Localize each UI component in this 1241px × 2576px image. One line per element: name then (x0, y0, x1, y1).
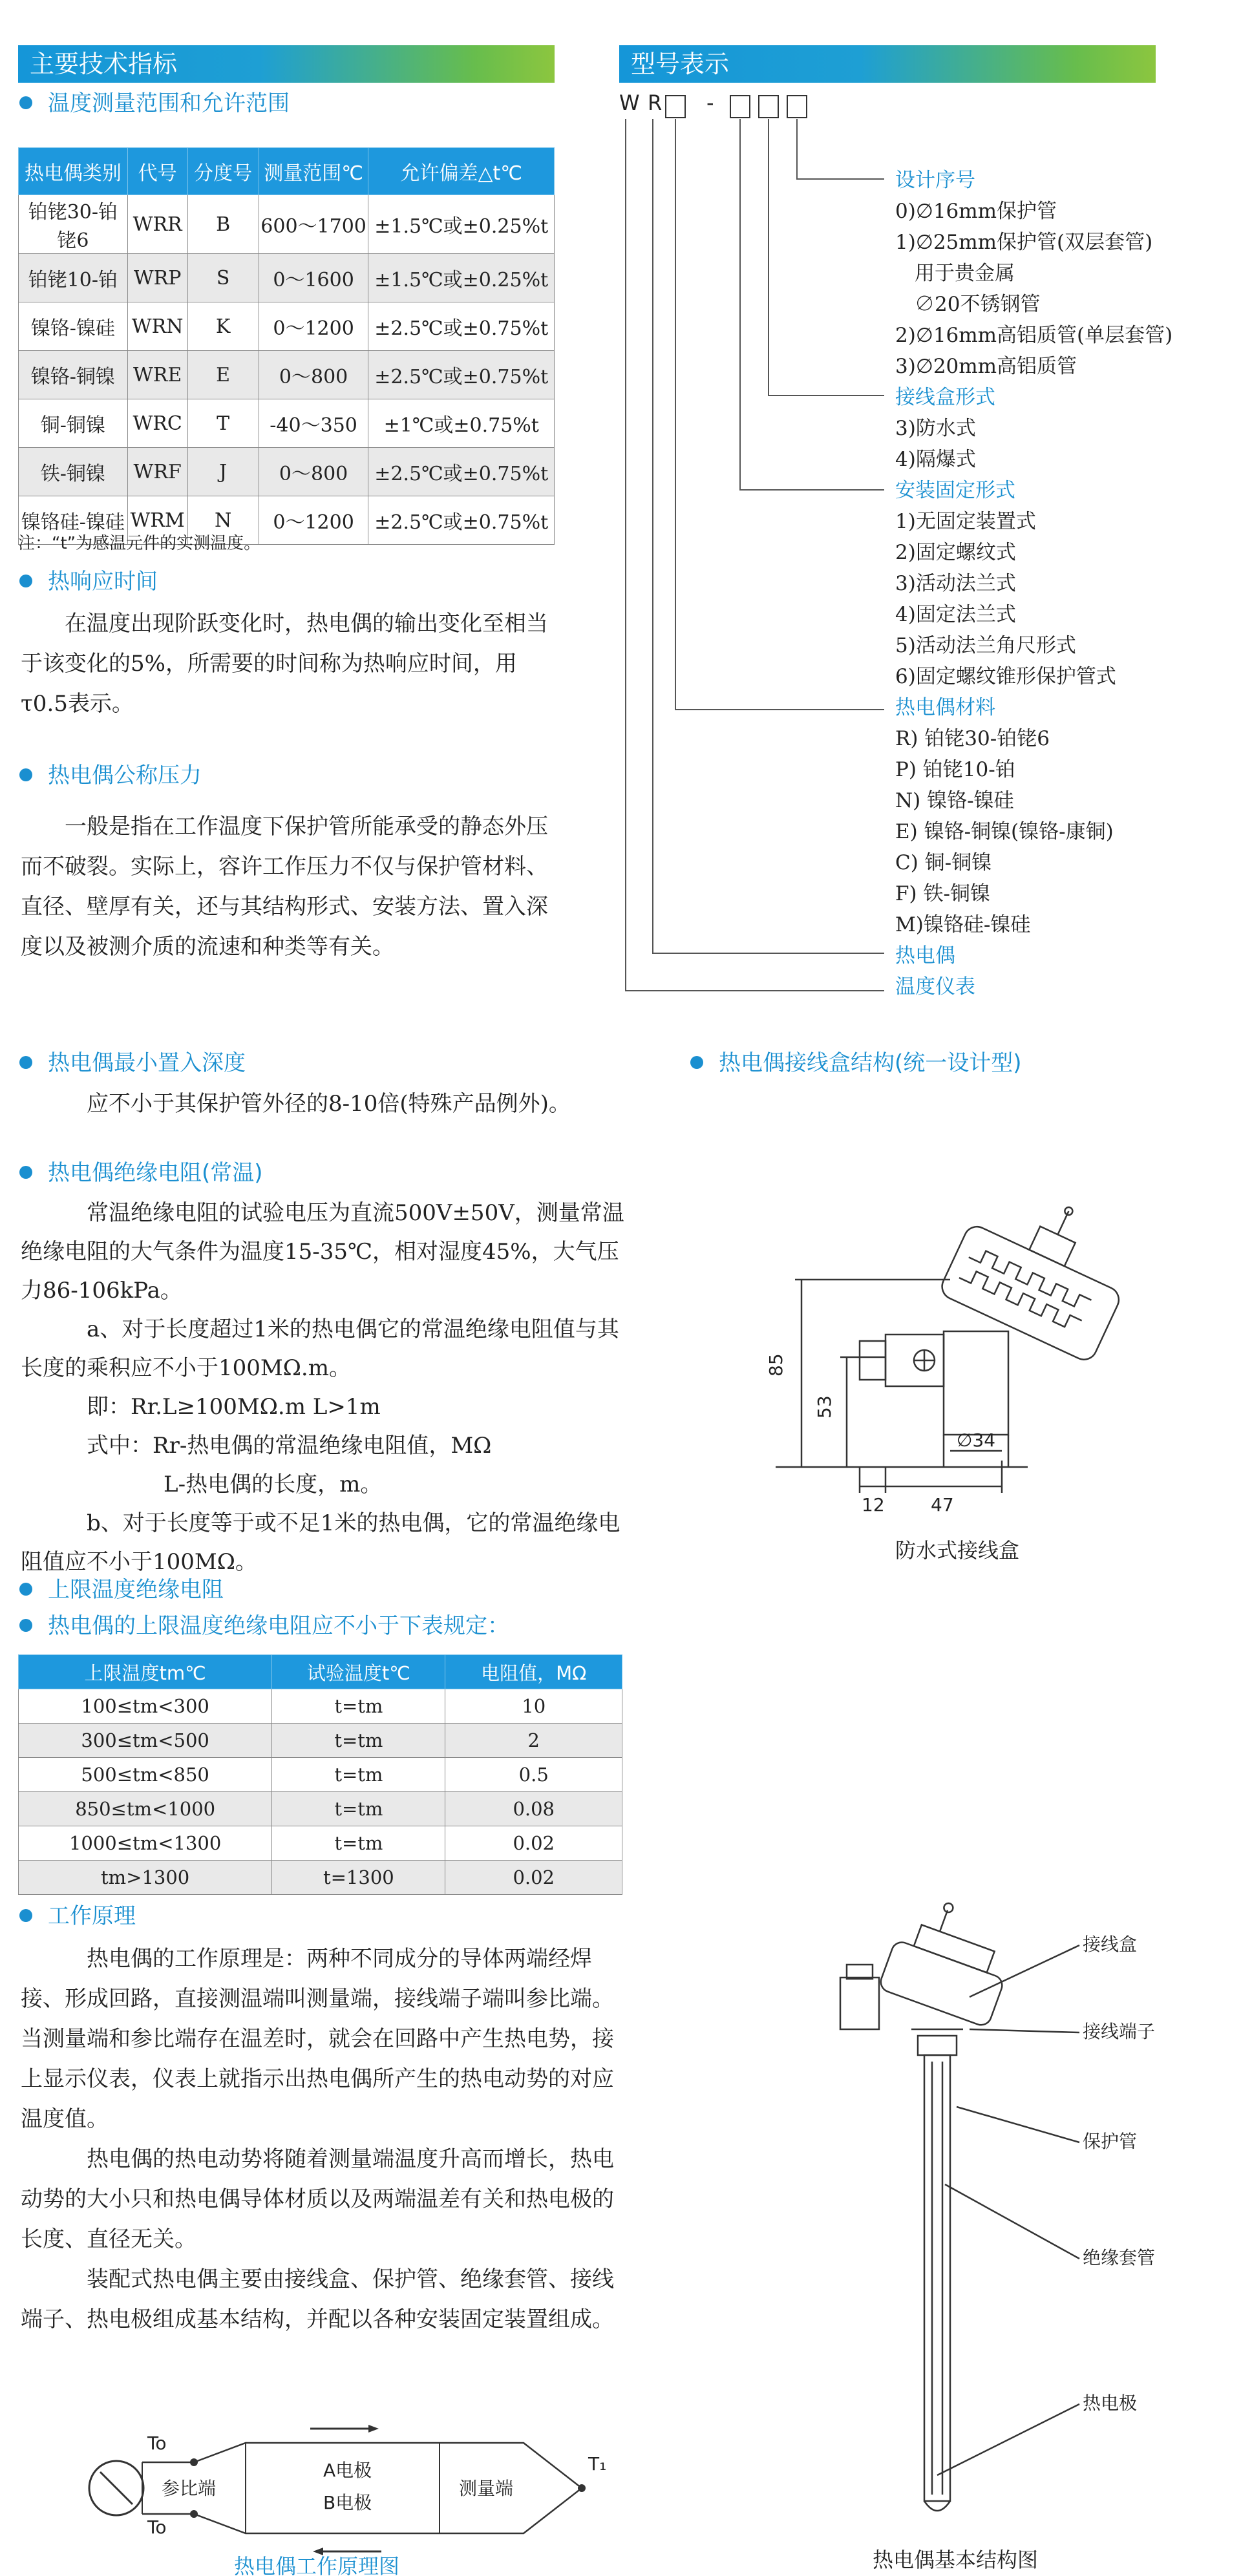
model-box-1 (666, 96, 685, 118)
table-cell: 300≤tm<500 (19, 1724, 272, 1758)
temp-range-title: 温度测量范围和允许范围 (19, 90, 290, 116)
bullet-icon (19, 1056, 32, 1069)
code-group-item: 0)∅16mm保护管 (895, 200, 1057, 223)
dim-12: 12 (862, 1494, 885, 1515)
insulation-text: 常温绝缘电阻的试验电压为直流500V±50V，测量常温绝缘电阻的大气条件为温度15-35℃，相对湿度45%，大气压力86-106kPa。 a、对于长度超过1米的热电偶它的常温绝缘电阻值与其长度的乘积应不小于100MΩ.m。 即：Rr.L≥100MΩ.m L>1m 式中：Rr-热电偶的常温绝缘电阻值，MΩ L-热电偶的长度，m。 b、对于长度等于或不足1米的热电偶，它的常温绝缘电阻值应不小于100MΩ。 (21, 1200, 624, 1575)
upper-rule: 热电偶的上限温度绝缘电阻应不小于下表规定： (19, 1613, 509, 1639)
table-row (19, 399, 555, 448)
table-cell: 0～1200 (259, 496, 368, 545)
table-cell: 0.08 (445, 1792, 622, 1826)
table-cell: ±2.5℃或±0.75%t (368, 351, 555, 399)
measure-end-label: 测量端 (459, 2478, 514, 2499)
bullet-icon (19, 96, 32, 109)
code-group-item: 3)∅20mm高铝质管 (895, 355, 1077, 378)
table-cell: 100≤tm<300 (19, 1689, 272, 1724)
table-cell: 600～1700 (259, 195, 368, 254)
table-cell: T (187, 399, 259, 448)
table-cell: 2 (445, 1724, 622, 1758)
code-group-item: P) 铂铑10-铂 (895, 758, 1015, 781)
code-group-item: 5)活动法兰角尺形式 (895, 634, 1076, 657)
table-cell: 0～1200 (259, 302, 368, 351)
box-caption: 防水式接线盒 (895, 1538, 1020, 1563)
label-terminal: 接线端子 (1083, 2021, 1156, 2042)
table-cell: t=tm (272, 1689, 445, 1724)
main-specs-header: 主要技术指标 (18, 45, 555, 83)
t0-label-2: To (147, 2517, 167, 2538)
table-cell: 铂铑10-铂 (19, 254, 128, 302)
table-cell: 0.02 (445, 1861, 622, 1895)
model-code-diagram (614, 90, 886, 1002)
code-group-item: 3)活动法兰式 (895, 572, 1016, 595)
table-cell: WRN (127, 302, 187, 351)
code-group-item: 用于贵金属 (915, 262, 1015, 285)
table-cell: 0～800 (259, 448, 368, 496)
pressure-title: 热电偶公称压力 (19, 763, 202, 788)
code-group-title: 热电偶 (895, 944, 955, 967)
table-row (19, 448, 555, 496)
code-group-title: 温度仪表 (895, 975, 975, 998)
table-cell: t=tm (272, 1792, 445, 1826)
junction-box-drawing (756, 1202, 1157, 1564)
principle-text: 热电偶的工作原理是：两种不同成分的导体两端经焊接、形成回路，直接测温端叫测量端，接线端子端叫参比端。当测量端和参比端存在温差时，就会在回路中产生热电势，接上显示仪表，仪表上就指示出热电偶所产生的热电动势的对应温度值。 热电偶的热电动势将随着测量端温度升高而增长，热电动势的大小只和热电偶导体材质以及两端温差有关和热电极的长度、直径无关。 装配式热电偶主要由接线盒、保护管、绝缘套管、接线端子、热电极组成基本结构，并配以各种安装固定装置组成。 (21, 1946, 614, 2332)
table-cell: B (187, 195, 259, 254)
bullet-icon (690, 1056, 703, 1069)
table-cell: t=1300 (272, 1861, 445, 1895)
table-cell: WRM (127, 496, 187, 545)
table-row (19, 1826, 622, 1861)
table-cell: 1000≤tm<1300 (19, 1826, 272, 1861)
b-electrode-label: B电极 (323, 2492, 372, 2513)
bullet-icon (19, 1909, 32, 1922)
table-cell: ±1.5℃或±0.25%t (368, 254, 555, 302)
model-box-2 (730, 96, 750, 118)
table-cell: 镍铬硅-镍硅 (19, 496, 128, 545)
principle-title: 工作原理 (19, 1903, 136, 1929)
code-group-item: 4)隔爆式 (895, 448, 976, 471)
depth-title: 热电偶最小置入深度 (19, 1050, 246, 1076)
code-group-item: F) 铁-铜镍 (895, 882, 990, 905)
code-group-item: 1)无固定装置式 (895, 510, 1036, 533)
table-row (19, 254, 555, 302)
label-protective-tube: 保护管 (1083, 2131, 1138, 2152)
table-cell: ±2.5℃或±0.75%t (368, 496, 555, 545)
table-cell: ±1.5℃或±0.25%t (368, 195, 555, 254)
code-group-item: 1)∅25mm保护管(双层套管) (895, 231, 1153, 254)
table-cell: 铂铑30-铂铑6 (19, 195, 128, 254)
table-header-cell: 测量范围℃ (259, 148, 368, 195)
bullet-icon (19, 1583, 32, 1596)
dim-47: 47 (931, 1494, 954, 1515)
table-cell: 铁-铜镍 (19, 448, 128, 496)
t0-label: To (147, 2433, 167, 2454)
a-electrode-label: A电极 (323, 2460, 372, 2481)
code-group-item: 3)防水式 (895, 417, 976, 440)
code-group-item: R) 铂铑30-铂铑6 (895, 727, 1050, 750)
table-header-cell: 分度号 (187, 148, 259, 195)
table-cell: S (187, 254, 259, 302)
table-cell: N (187, 496, 259, 545)
table-cell: t=tm (272, 1758, 445, 1792)
table-cell: WRE (127, 351, 187, 399)
principle-diagram (78, 2423, 614, 2576)
table-cell: 850≤tm<1000 (19, 1792, 272, 1826)
table-cell: WRP (127, 254, 187, 302)
table-cell: t=tm (272, 1826, 445, 1861)
thermocouple-structure-drawing (827, 1874, 1163, 2576)
t1-label: T₁ (588, 2453, 607, 2475)
table-cell: E (187, 351, 259, 399)
code-group-item: C) 铜-铜镍 (895, 851, 992, 874)
code-group-title: 设计序号 (895, 169, 975, 192)
model-header: 型号表示 (619, 45, 1156, 83)
code-group-item: 6)固定螺纹锥形保护管式 (895, 665, 1116, 688)
model-box-3 (759, 96, 778, 118)
table-cell: tm>1300 (19, 1861, 272, 1895)
insulation-title: 热电偶绝缘电阻(常温) (19, 1160, 263, 1186)
table-cell: ±2.5℃或±0.75%t (368, 302, 555, 351)
model-letter-r: R (648, 90, 663, 115)
code-group-item: 2)∅16mm高铝质管(单层套管) (895, 324, 1173, 347)
code-group-item: 2)固定螺纹式 (895, 541, 1016, 564)
code-group-item: M)镍铬硅-镍硅 (895, 913, 1031, 936)
table-cell: 镍铬-铜镍 (19, 351, 128, 399)
label-electrode: 热电极 (1083, 2392, 1138, 2414)
table-cell: J (187, 448, 259, 496)
table-row (19, 1724, 622, 1758)
model-box-4 (787, 96, 807, 118)
table-cell: WRR (127, 195, 187, 254)
bullet-icon (19, 1166, 32, 1179)
code-group-item: ∅20不锈钢管 (915, 293, 1041, 316)
model-letter-w: W (619, 90, 640, 115)
table-cell: t=tm (272, 1724, 445, 1758)
table-row (19, 195, 555, 254)
table-header-cell: 上限温度tm℃ (19, 1655, 272, 1689)
table-cell: 铜-铜镍 (19, 399, 128, 448)
code-group-title: 接线盒形式 (895, 386, 995, 409)
bullet-icon (19, 575, 32, 587)
structure-caption: 热电偶基本结构图 (873, 2548, 1039, 2572)
table-cell: 0.02 (445, 1826, 622, 1861)
response-text: 在温度出现阶跃变化时，热电偶的输出变化至相当于该变化的5%，所需要的时间称为热响应时间，用τ0.5表示。 (21, 611, 548, 717)
code-group-title: 安装固定形式 (895, 479, 1015, 502)
table-row (19, 1758, 622, 1792)
dim-34: ∅34 (957, 1430, 996, 1451)
dim-53: 53 (814, 1395, 835, 1419)
table-row (19, 1689, 622, 1724)
table-row (19, 1792, 622, 1826)
table-header-cell: 代号 (127, 148, 187, 195)
table-row (19, 302, 555, 351)
response-title: 热响应时间 (19, 569, 158, 595)
table-header-cell: 允许偏差△t℃ (368, 148, 555, 195)
table-cell: 0～800 (259, 351, 368, 399)
table-header-cell: 热电偶类别 (19, 148, 128, 195)
table-cell: 0～1600 (259, 254, 368, 302)
table-cell: 0.5 (445, 1758, 622, 1792)
box-structure-title: 热电偶接线盒结构(统一设计型) (690, 1050, 1022, 1076)
table-cell: K (187, 302, 259, 351)
code-group-item: 4)固定法兰式 (895, 603, 1016, 626)
table-row (19, 351, 555, 399)
code-group-item: N) 镍铬-镍硅 (895, 789, 1014, 812)
code-group-item: E) 镍铬-铜镍(镍铬-康铜) (895, 820, 1114, 843)
table-cell: ±1℃或±0.75%t (368, 399, 555, 448)
table-cell: -40～350 (259, 399, 368, 448)
ref-end-label: 参比端 (162, 2478, 217, 2499)
temp-range-table (18, 147, 555, 545)
table-cell: ±2.5℃或±0.75%t (368, 448, 555, 496)
code-group-title: 热电偶材料 (895, 696, 995, 719)
model-dash: - (706, 90, 714, 115)
table-cell: WRF (127, 448, 187, 496)
upper-title: 上限温度绝缘电阻 (19, 1577, 224, 1603)
table-cell: 500≤tm<850 (19, 1758, 272, 1792)
upper-limit-table (18, 1654, 622, 1895)
table-cell: WRC (127, 399, 187, 448)
table-header-cell: 试验温度t℃ (272, 1655, 445, 1689)
table-row (19, 1861, 622, 1895)
label-insulating-sleeve: 绝缘套管 (1083, 2247, 1156, 2268)
label-junction-box: 接线盒 (1083, 1934, 1138, 1955)
table-cell: 镍铬-镍硅 (19, 302, 128, 351)
table-note: 注：“t”为感温元件的实测温度。 (18, 534, 261, 553)
bullet-icon (19, 1619, 32, 1632)
table-cell: 10 (445, 1689, 622, 1724)
table-header-cell: 电阻值，MΩ (445, 1655, 622, 1689)
principle-caption: 热电偶工作原理图 (234, 2554, 400, 2576)
dim-85: 85 (765, 1353, 787, 1377)
depth-text: 应不小于其保护管外径的8-10倍(特殊产品例外)。 (87, 1091, 571, 1117)
pressure-text: 一般是指在工作温度下保护管所能承受的静态外压而不破裂。实际上，容许工作压力不仅与保护管材料、直径、壁厚有关，还与其结构形式、安装方法、置入深度以及被测介质的流速和种类等有关。 (21, 814, 548, 960)
bullet-icon (19, 768, 32, 781)
